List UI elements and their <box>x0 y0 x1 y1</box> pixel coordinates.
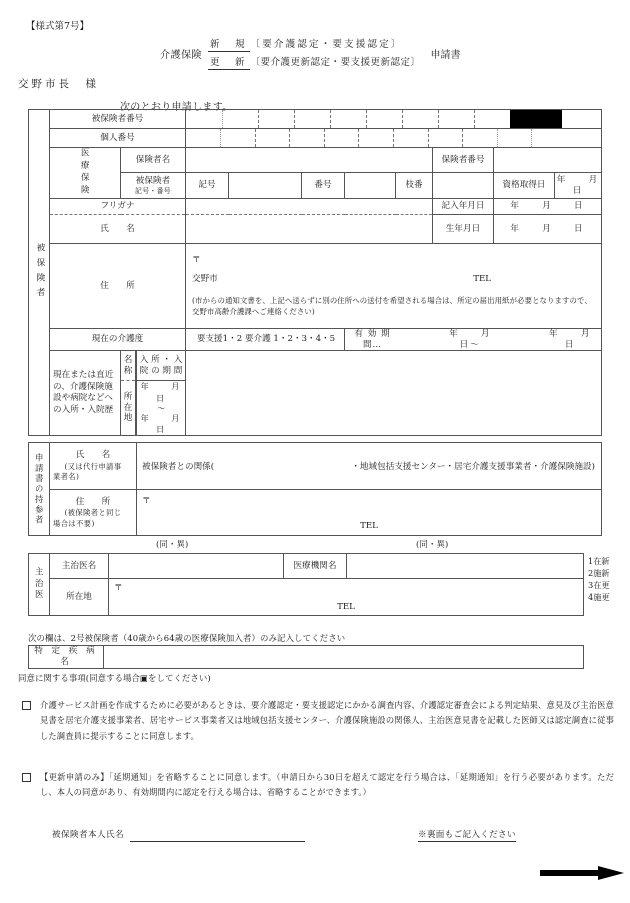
label-insured-symbol-sub: 記号・番号 <box>135 186 171 195</box>
label-doctor-name: 主治医名 <box>50 554 109 579</box>
dou-i-right: (同・異) <box>416 539 449 549</box>
label-bearer-address <box>50 490 137 536</box>
label-address: 住 所 <box>50 244 186 329</box>
consent-heading: 同意に関する事項(同意する場合▣をしてください) <box>18 673 211 683</box>
label-name: 氏 名 <box>50 215 186 244</box>
consent-checkbox-1-icon[interactable] <box>22 701 31 710</box>
label-bearer-name-main: 氏 名 <box>75 450 111 461</box>
label-birth-date: 生年月日 <box>433 215 494 244</box>
admission-history-body <box>121 351 202 435</box>
field-entry-date[interactable]: 年 月 日 <box>494 199 602 215</box>
table-row-doctor-name <box>29 554 584 579</box>
validity-from: 年 月 日～ <box>449 329 513 350</box>
consent-item-1[interactable] <box>22 698 614 744</box>
label-doctor-address: 所在地 <box>50 579 109 616</box>
consent-item-2-text: 【更新申請のみ】「延期通知」を省略することに同意します。（申請日から30日を超えて認定を行う場合は、「延期通知」を行う必要があります。ただし、本人の同意があり、有効期間内に認定を行える場合は、省略することができます。） <box>40 772 614 798</box>
field-name[interactable] <box>186 215 433 244</box>
arrow-right-icon <box>540 866 624 880</box>
insured-side-label <box>29 110 50 436</box>
field-insurer-name[interactable] <box>186 148 433 173</box>
label-bearer-address-sub2: 場合は不要) <box>53 518 95 528</box>
label-relationship: 被保険者との関係( <box>142 462 215 473</box>
field-birth-date[interactable]: 年 月 日 <box>494 215 602 244</box>
side-code-2: 2施新 <box>588 567 610 578</box>
field-doctor-name[interactable] <box>109 554 284 579</box>
addressee: 交野市長 様 <box>18 78 99 90</box>
doctor-postal-mark: 〒 <box>114 583 123 594</box>
label-personal-number: 個人番号 <box>50 129 186 148</box>
field-medical-institution[interactable] <box>347 554 584 579</box>
bearer-tel-label: TEL <box>360 520 378 531</box>
table-row-care-level <box>29 329 602 351</box>
label-validity-period: 有 効 期 間… <box>354 329 391 350</box>
admission-period-dates[interactable] <box>137 381 202 435</box>
doctor-side-label <box>29 554 50 616</box>
title-shinseisho: 申請書 <box>430 49 461 61</box>
consent-item-1-text: 介護サービス計画を作成するために必要があるときは、要介護認定・要支援認定にかかる調査内容、介護認定審査会による判定結果、意見及び主治医意見書を居宅介護支援事業者、居宅サービス事業者又は地域包括支援センター、介護保険施設の関係人、主治医意見書を記載した医師又は認定調査に従事した調査員に提示することに同意します。 <box>40 700 614 741</box>
insured-side-label-text: 被保険者 <box>34 242 45 302</box>
specific-disease-table <box>28 645 584 669</box>
care-level-options[interactable]: 要支援1・2 要介護 1・2・3・4・5 <box>186 329 345 351</box>
table-row-furigana <box>29 199 602 215</box>
address-note: (市からの通知文書を、上記へ送らずに別の住所への送付を希望される場合は、所定の届出用紙が必要となりますので、交野市高齢介護課へご連絡ください) <box>192 296 592 317</box>
as-follows-text: 次のとおり申請します。 <box>120 102 233 113</box>
field-bearer-name[interactable] <box>137 443 602 490</box>
title-new-brackets: 〔要介護認定・要支援認定〕 <box>250 39 403 50</box>
address-tel-label: TEL <box>473 274 491 285</box>
title-renewal-underlined: 更 新 <box>208 54 250 70</box>
table-row-address <box>29 244 602 329</box>
admission-date-to: 年 月 日 <box>140 412 202 434</box>
table-row-bearer-name <box>29 443 602 490</box>
side-code-1: 1在新 <box>588 556 610 566</box>
back-side-note: ※裏面もご記入ください <box>418 830 516 840</box>
side-code-4: 4施更 <box>588 591 610 602</box>
label-furigana: フリガナ <box>50 199 186 215</box>
field-bearer-address[interactable] <box>137 490 602 536</box>
doctor-side-codes <box>588 556 610 604</box>
consent-item-2[interactable] <box>22 770 614 801</box>
admission-date-from: 年 月 日 <box>140 381 202 403</box>
field-kigou[interactable] <box>229 173 302 199</box>
doctor-tel-label: TEL <box>337 602 355 612</box>
label-specific-disease: 特 定 疾 病 名 <box>29 646 104 669</box>
bearer-side-label-text: 申請書の持参者 <box>34 452 45 526</box>
table-row-bearer-address <box>29 490 602 536</box>
form-title <box>160 36 461 70</box>
field-furigana[interactable] <box>186 199 433 215</box>
personal-number-cells[interactable] <box>186 129 602 148</box>
medical-insurance-label-text: 医療保険 <box>80 148 91 198</box>
label-insurer-number: 保険者番号 <box>433 148 494 173</box>
doctor-side-label-text: 主治医 <box>34 567 45 602</box>
label-medical-institution: 医療機関名 <box>284 554 347 579</box>
title-line-new <box>208 36 421 52</box>
table-row-name <box>29 215 602 244</box>
label-bangou: 番号 <box>302 173 345 199</box>
label-bearer-address-sub1: (被保険者と同じ <box>64 508 122 518</box>
label-facility-name: 名称 <box>121 351 136 381</box>
label-admission-period: 入 所 ・ 入 院 の 期 間 <box>137 351 185 381</box>
table-row-admission-history <box>29 351 602 435</box>
table-row-insured-number <box>29 110 602 129</box>
label-insured-symbol-number <box>121 173 186 199</box>
label-bearer-address-main: 住 所 <box>75 496 111 507</box>
bearer-table <box>28 442 602 536</box>
signature-rule[interactable] <box>130 841 305 842</box>
relationship-options: ・地域包括支援センター・居宅介護支援事業者・介護保険施設) <box>351 462 595 473</box>
signature-label: 被保険者本人氏名 <box>52 830 124 840</box>
label-bearer-name-sub1: (又は代行申請事 <box>64 461 122 471</box>
field-insurer-number[interactable] <box>494 148 602 173</box>
label-bearer-name-sub2: 業者名) <box>53 472 80 482</box>
consent-checkbox-2-icon[interactable] <box>22 773 31 782</box>
validity-period[interactable] <box>345 329 613 351</box>
insured-number-cells[interactable] <box>186 110 602 129</box>
postal-mark: 〒 <box>192 254 201 265</box>
disease-instruction: 次の欄は、2号被保険者（40歳から64歳の医療保険加入者）のみ記入してください <box>28 633 346 643</box>
label-insured-number: 被保険者番号 <box>50 110 186 129</box>
table-row-specific-disease <box>29 646 584 669</box>
label-kigou: 記号 <box>186 173 229 199</box>
label-edaban: 枝番 <box>396 173 433 199</box>
label-insurer-name: 保険者名 <box>121 148 186 173</box>
field-edaban[interactable] <box>433 173 494 199</box>
medical-insurance-side-label <box>50 148 121 199</box>
field-doctor-address[interactable] <box>109 579 584 616</box>
label-facility-address: 所在地 <box>121 381 136 435</box>
admission-date-tilde: 〜 <box>156 402 166 413</box>
table-row-doctor-address <box>29 579 584 616</box>
bearer-side-label <box>29 443 50 536</box>
dou-i-left: (同・異) <box>156 539 189 549</box>
side-code-3: 3在更 <box>588 579 610 590</box>
field-acquisition-date[interactable]: 年 月 日 <box>555 173 602 199</box>
table-row-personal-number <box>29 129 602 148</box>
kaigo-hoken-label: 介護保険 <box>160 49 202 61</box>
form-number: 【様式第7号】 <box>26 21 90 32</box>
label-insured-symbol-main: 被保険者 <box>135 175 171 186</box>
label-entry-date: 記入年月日 <box>433 199 494 215</box>
title-new-underlined: 新 規 <box>208 36 250 52</box>
title-line-renewal <box>208 54 421 70</box>
label-admission-history: 現在または直近の、介護保険施設や病院などへの入所・入院歴 <box>50 351 121 435</box>
field-bangou[interactable] <box>345 173 396 199</box>
label-acquisition-date: 資格取得日 <box>494 173 555 199</box>
address-city-prefill: 交野市 <box>192 274 218 285</box>
label-current-care-level: 現在の介護度 <box>50 329 186 351</box>
doctor-table <box>28 553 584 616</box>
insured-person-table <box>28 109 621 436</box>
validity-to: 年 月 日 <box>549 329 613 350</box>
label-bearer-name <box>50 443 137 490</box>
field-specific-disease[interactable] <box>104 646 584 669</box>
title-renewal-brackets: 〔要介護更新認定・要支援更新認定〕 <box>250 57 421 68</box>
bearer-postal-mark: 〒 <box>142 495 151 506</box>
field-address[interactable] <box>186 244 602 329</box>
table-row-insurer-name <box>29 148 602 173</box>
